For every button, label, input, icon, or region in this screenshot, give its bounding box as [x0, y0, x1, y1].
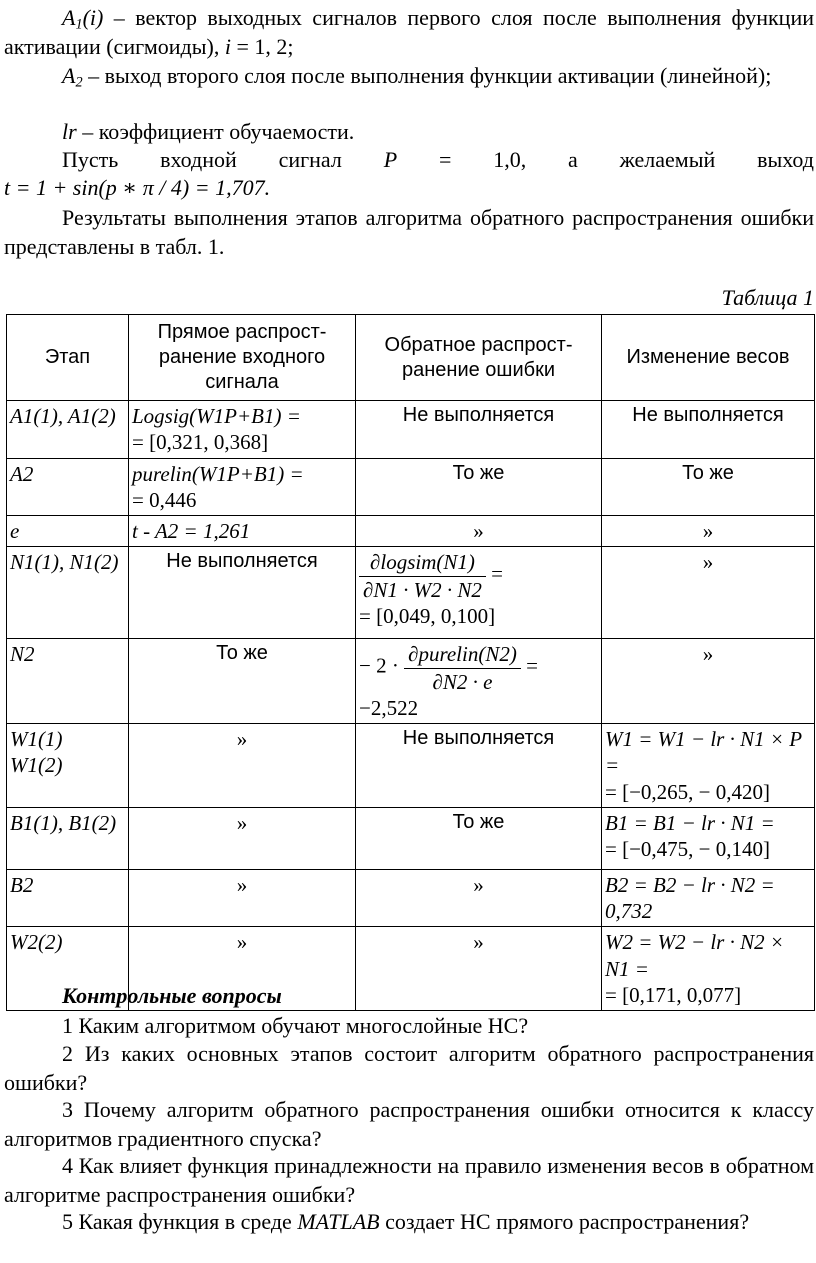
header-forward: Прямое распрост-ранение входного сигнала: [129, 315, 356, 401]
algorithm-table: [6, 314, 815, 1011]
header-backward: Обратное распрост-ранение ошибки: [356, 315, 602, 401]
question-1: 1 Каким алгоритмом обучают многослойные НС?: [62, 1013, 529, 1038]
def-a2: $A_2$ – выход второго слоя после выполнения функции активации (линейной);: [62, 63, 772, 91]
table-row: B1(1), B1(2) » То же B1 = B1 − lr · N1 = = [−0,475, − 0,140]: [7, 807, 815, 869]
header-weights: Изменение весов: [602, 315, 815, 401]
question-2: 2 Из каких основных этапов состоит алгоритм обратного распространения ошибки?: [4, 1041, 814, 1095]
question-3: 3 Почему алгоритм обратного распространения ошибки относится к классу алгоритмов градиентного спуска?: [4, 1097, 814, 1151]
input-signal-line: Пусть входной сигнал P = 1,0, а желаемый выход: [62, 147, 814, 172]
table-row: W2(2) » » W2 = W2 − lr · N2 × N1 = = [0,171, 0,077]: [7, 927, 815, 1011]
table-row: e t - A2 = 1,261 » »: [7, 516, 815, 547]
table-row: B2 » » B2 = B2 − lr · N2 = 0,732: [7, 869, 815, 927]
table-row: N1(1), N1(2) Не выполняется $\frac{\text{∂logsim(N1)}}{\partial N1 \cdot W2 \cdot N2}$ = = [0,049, 0,100] »: [7, 547, 815, 639]
def-lr: lr – коэффициент обучаемости.: [62, 119, 355, 144]
header-stage: Этап: [7, 315, 129, 401]
results-paragraph: Результаты выполнения этапов алгоритма обратного распространения ошибки представлены в табл. 1.: [4, 205, 814, 259]
table-row: W1(1) W1(2) » Не выполняется W1 = W1 − lr · N1 × P = = [−0,265, − 0,420]: [7, 724, 815, 808]
table-row: A1(1), A1(2) Logsig(W1P+B1) = = [0,321, 0,368] Не выполняется Не выполняется: [7, 401, 815, 459]
question-5: 5 Какая функция в среде MATLAB создает НС прямого распространения?: [62, 1209, 750, 1234]
def-a1: $A_1(i)$ – вектор выходных сигналов первого слоя после выполнения функции активации (сигмоиды), i = 1, 2;: [4, 5, 814, 59]
table-caption: Таблица 1: [721, 285, 814, 310]
table-row: N2 То же − 2 · $\frac{\text{∂purelin(N2)}}{\partial N2 \cdot e}$ = −2,522 »: [7, 639, 815, 724]
questions-heading: Контрольные вопросы: [62, 983, 282, 1008]
table-row: A2 purelin(W1P+B1) = = 0,446 То же То же: [7, 458, 815, 516]
question-4: 4 Как влияет функция принадлежности на правило изменения весов в обратном алгоритме распространения ошибки?: [4, 1153, 814, 1207]
target-formula: t = 1 + sin(p ∗ π / 4) = 1,707.: [4, 175, 271, 200]
